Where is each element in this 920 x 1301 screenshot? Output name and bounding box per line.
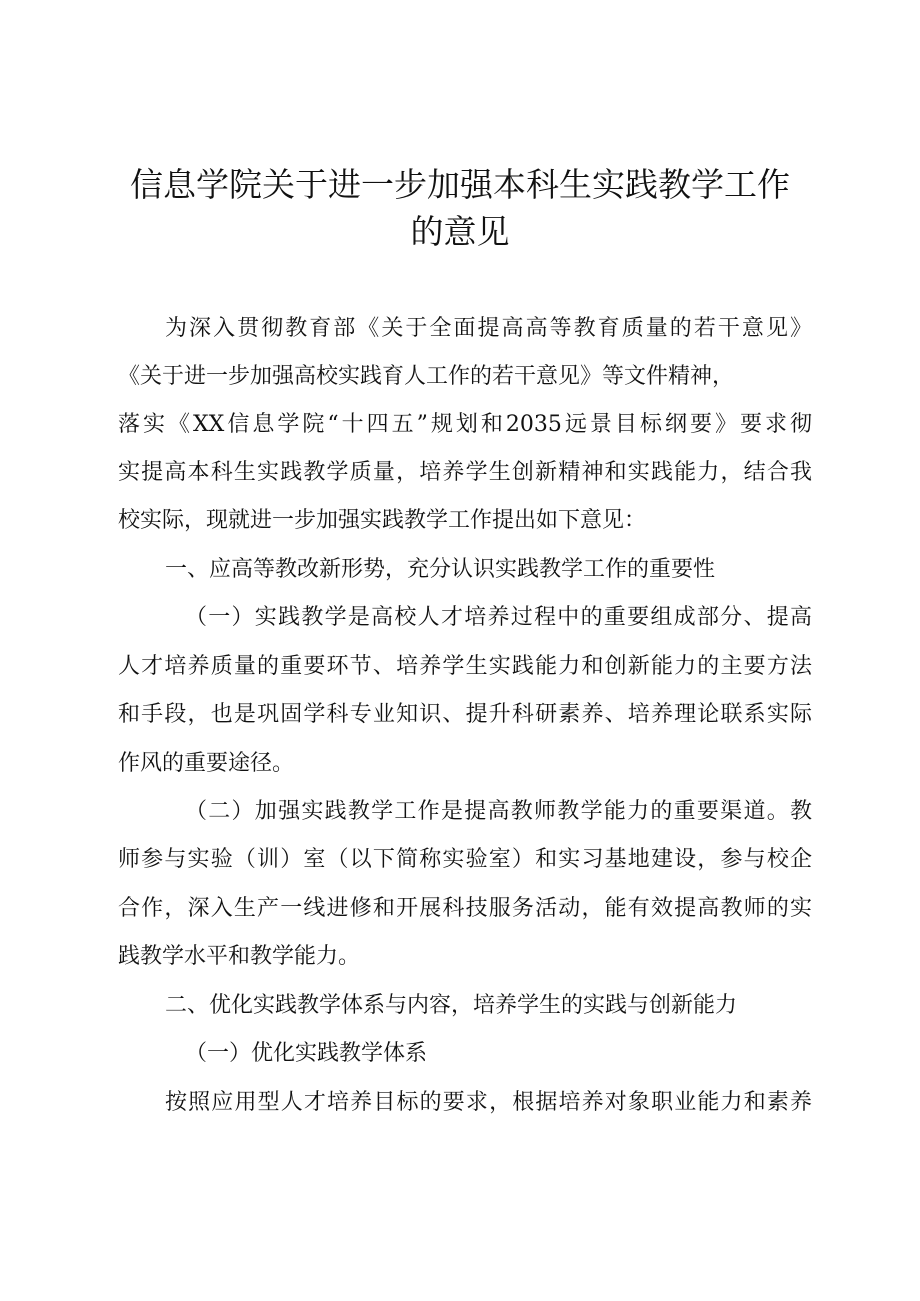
body-line: 作风的重要途径。 xyxy=(118,751,295,776)
section-heading-1: 一、应高等教改新形势，充分认识实践教学工作的重要性 xyxy=(165,557,716,582)
body-line: 合作，深入生产一线进修和开展科技服务活动，能有效提高教师的实 xyxy=(118,896,812,921)
subsection-heading: （一）优化实践教学体系 xyxy=(185,1041,428,1066)
body-line: 人才培养质量的重要环节、培养学生实践能力和创新能力的主要方法 xyxy=(118,654,812,679)
body-line: 校实际，现就进一步加强实践教学工作提出如下意见： xyxy=(118,508,647,533)
body-line: 和手段，也是巩固学科专业知识、提升科研素养、培养理论联系实际 xyxy=(118,702,812,727)
body-line: 践教学水平和教学能力。 xyxy=(118,944,361,969)
body-line: 为深入贯彻教育部《关于全面提高高等教育质量的若干意见》 xyxy=(165,316,812,341)
body-line: 落实《XX信息学院“十四五”规划和2035远景目标纲要》要求彻 xyxy=(118,412,812,437)
document-title-line-1: 信息学院关于进一步加强本科生实践教学工作 xyxy=(130,165,790,204)
body-line: 师参与实验（训）室（以下简称实验室）和实习基地建设，参与校企 xyxy=(118,847,812,872)
document-title-line-2: 的意见 xyxy=(410,212,510,251)
body-line: （二）加强实践教学工作是提高教师教学能力的重要渠道。教 xyxy=(185,799,812,824)
body-line: 《关于进一步加强高校实践育人工作的若干意见》等文件精神， xyxy=(118,364,735,389)
body-line: 按照应用型人才培养目标的要求，根据培养对象职业能力和素养 xyxy=(165,1090,812,1115)
section-heading-2: 二、优化实践教学体系与内容，培养学生的实践与创新能力 xyxy=(165,993,738,1018)
body-line: 实提高本科生实践教学质量，培养学生创新精神和实践能力，结合我 xyxy=(118,460,812,485)
body-line: （一）实践教学是高校人才培养过程中的重要组成部分、提高 xyxy=(185,605,812,630)
